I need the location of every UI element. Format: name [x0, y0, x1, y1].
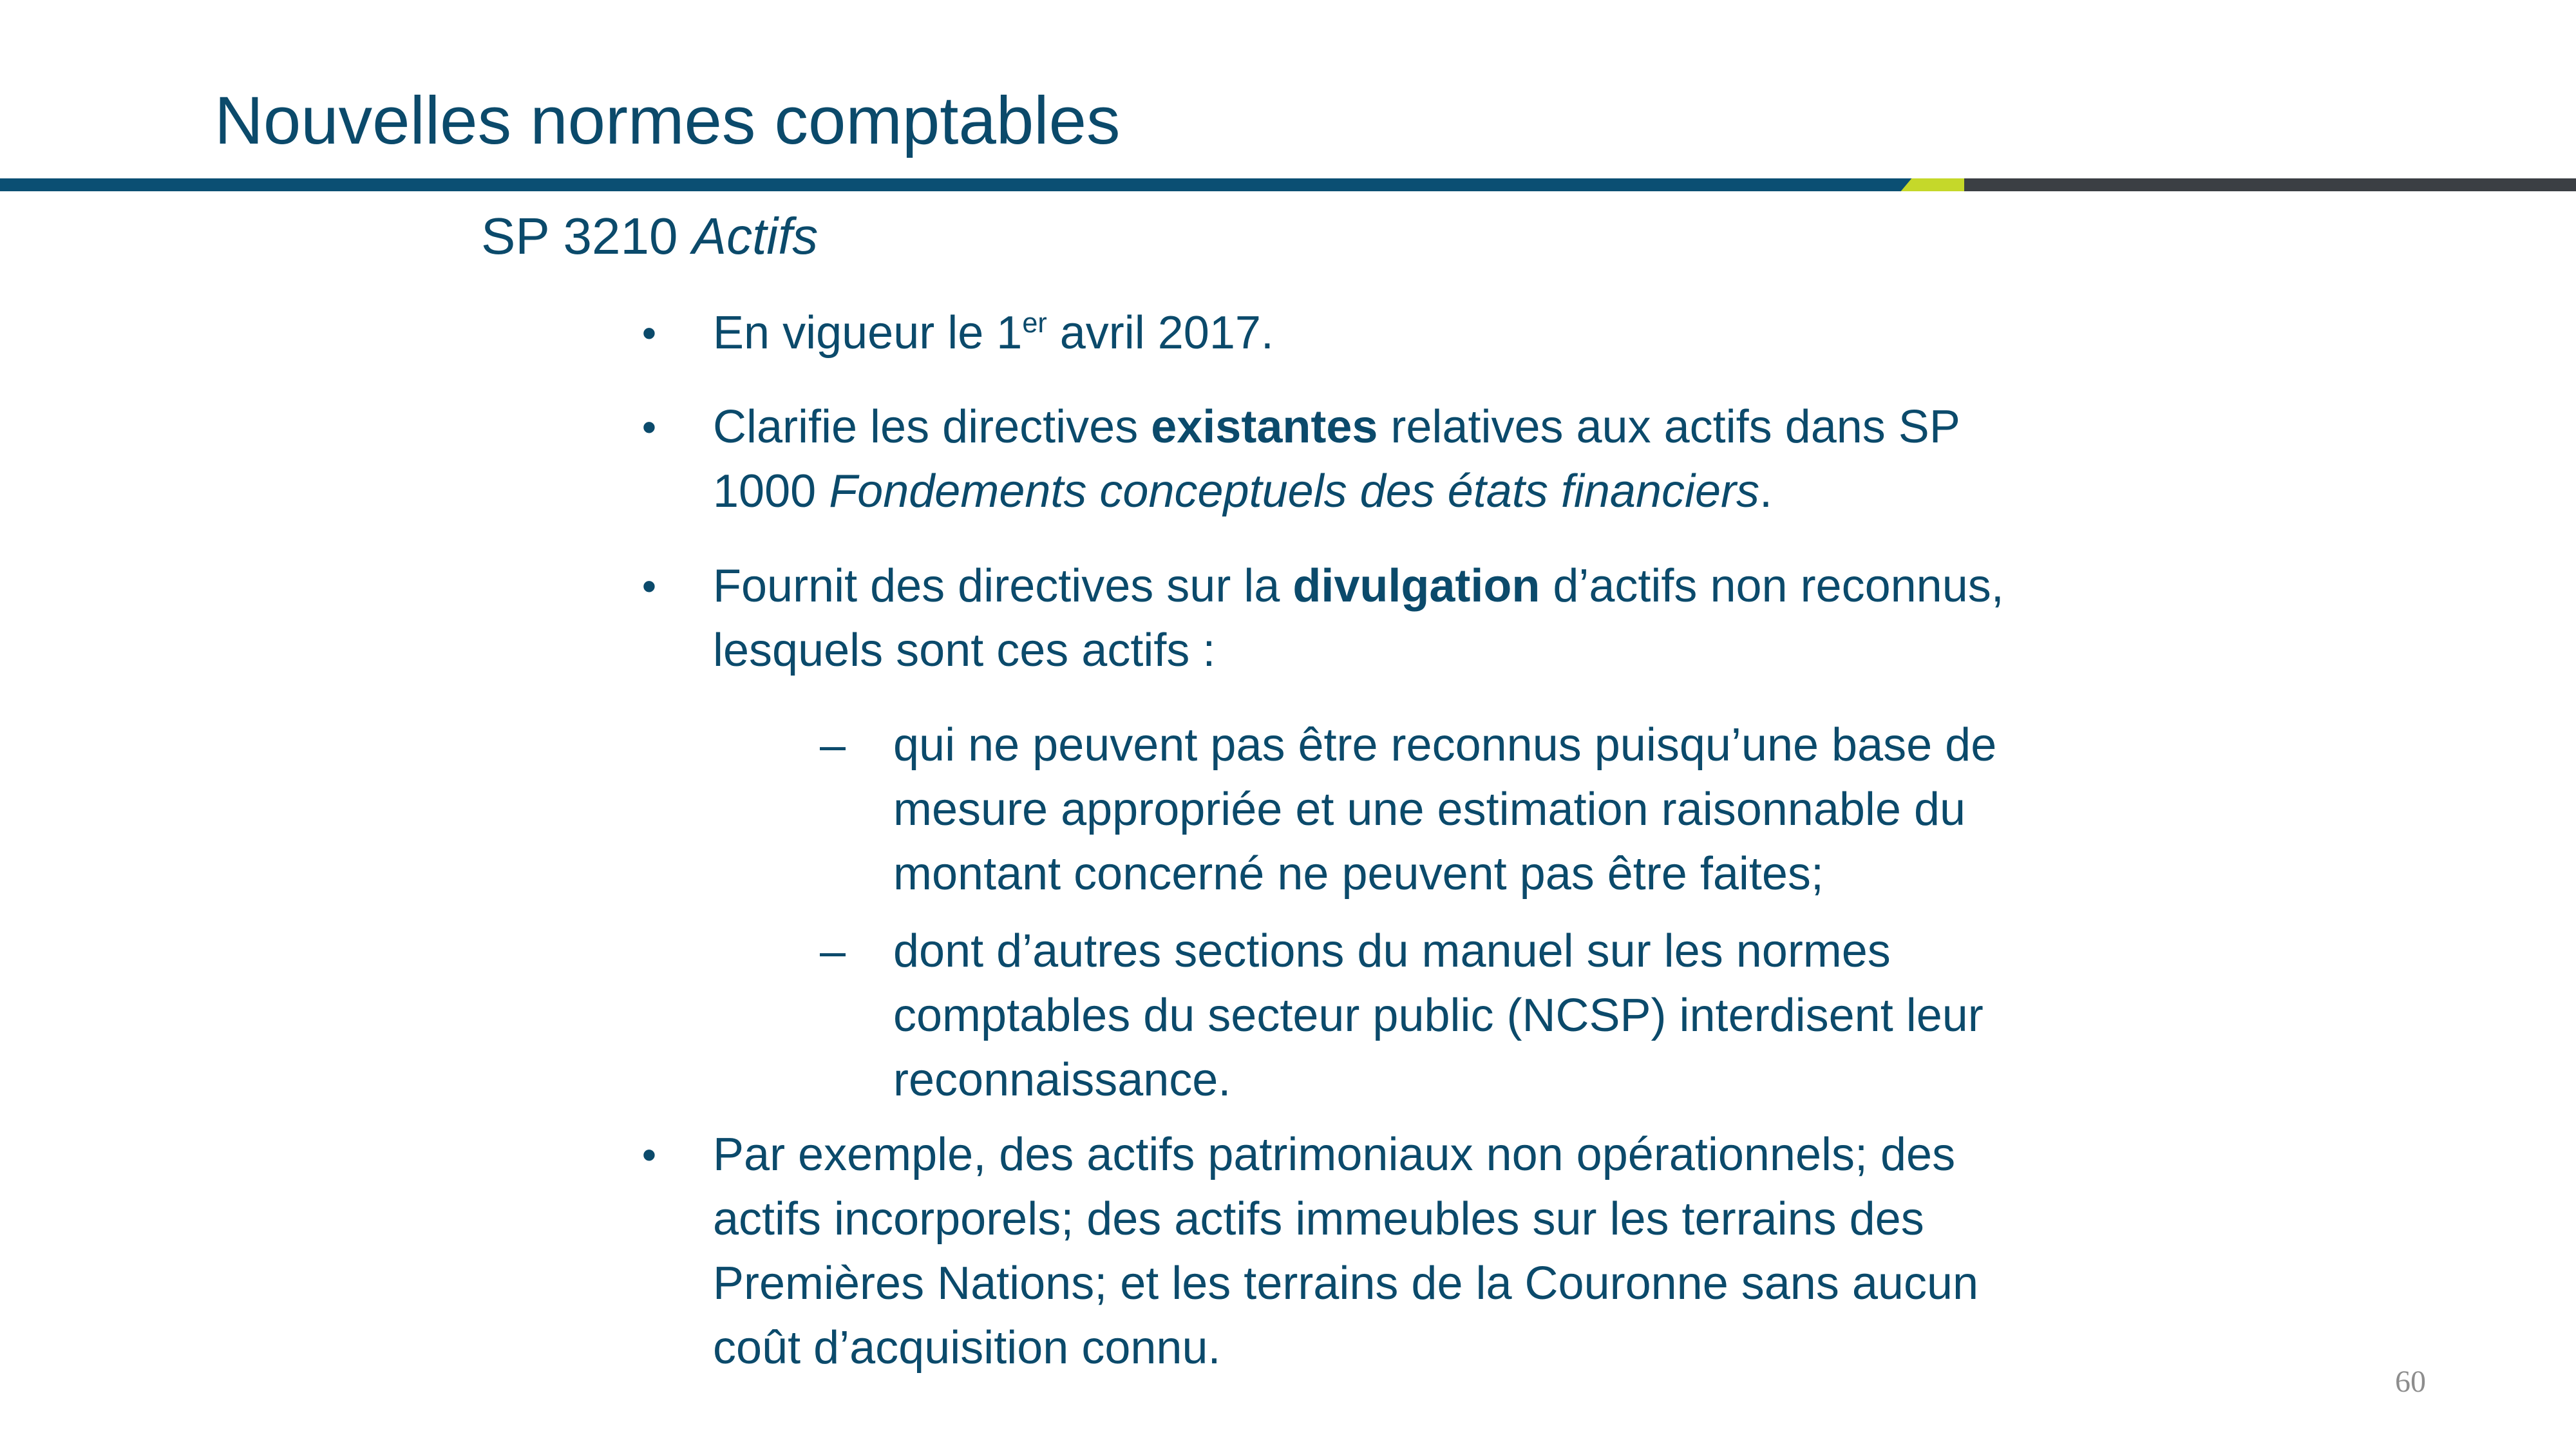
bullet-icon: • [641, 404, 657, 450]
section-name: Actifs [692, 207, 819, 265]
bullet-icon: • [641, 563, 657, 609]
subbullet-1-text: qui ne peuvent pas être reconnus puisqu’une base de mesure appropriée et une estimation raisonnable du montant concerné ne peuvent pas être faites; [893, 719, 1997, 900]
bullet-4-text: Par exemple, des actifs patrimoniaux non opérationnels; des actifs incorporels; des actifs immeubles sur les terrains des Premières Nations; et les terrains de la Couronne sans aucun coût d’acquisition connu. [713, 1129, 1979, 1374]
bullet-1-text: En vigueur le 1er avril 2017. [713, 307, 1274, 359]
bullet-icon: • [641, 1132, 657, 1178]
section-heading [481, 204, 818, 269]
subbullet-2-text: dont d’autres sections du manuel sur les normes comptables du secteur public (NCSP) interdisent leur reconnaissance. [893, 925, 1984, 1106]
page-number: 60 [2395, 1365, 2426, 1399]
header-rule [0, 178, 2576, 191]
header-rule-dark [1964, 178, 2576, 191]
section-code: SP 3210 [481, 207, 678, 265]
bullet-icon: • [641, 310, 657, 356]
bullet-2-text: Clarifie les directives existantes relatives aux actifs dans SP 1000 Fondements conceptuels des états financiers. [713, 401, 1960, 517]
dash-icon: – [819, 925, 846, 977]
bullet-3-text: Fournit des directives sur la divulgation d’actifs non reconnus, lesquels sont ces actifs : [713, 560, 2004, 676]
header-rule-blue [0, 178, 1932, 191]
slide-title: Nouvelles normes comptables [214, 83, 1121, 158]
dash-icon: – [819, 719, 846, 771]
